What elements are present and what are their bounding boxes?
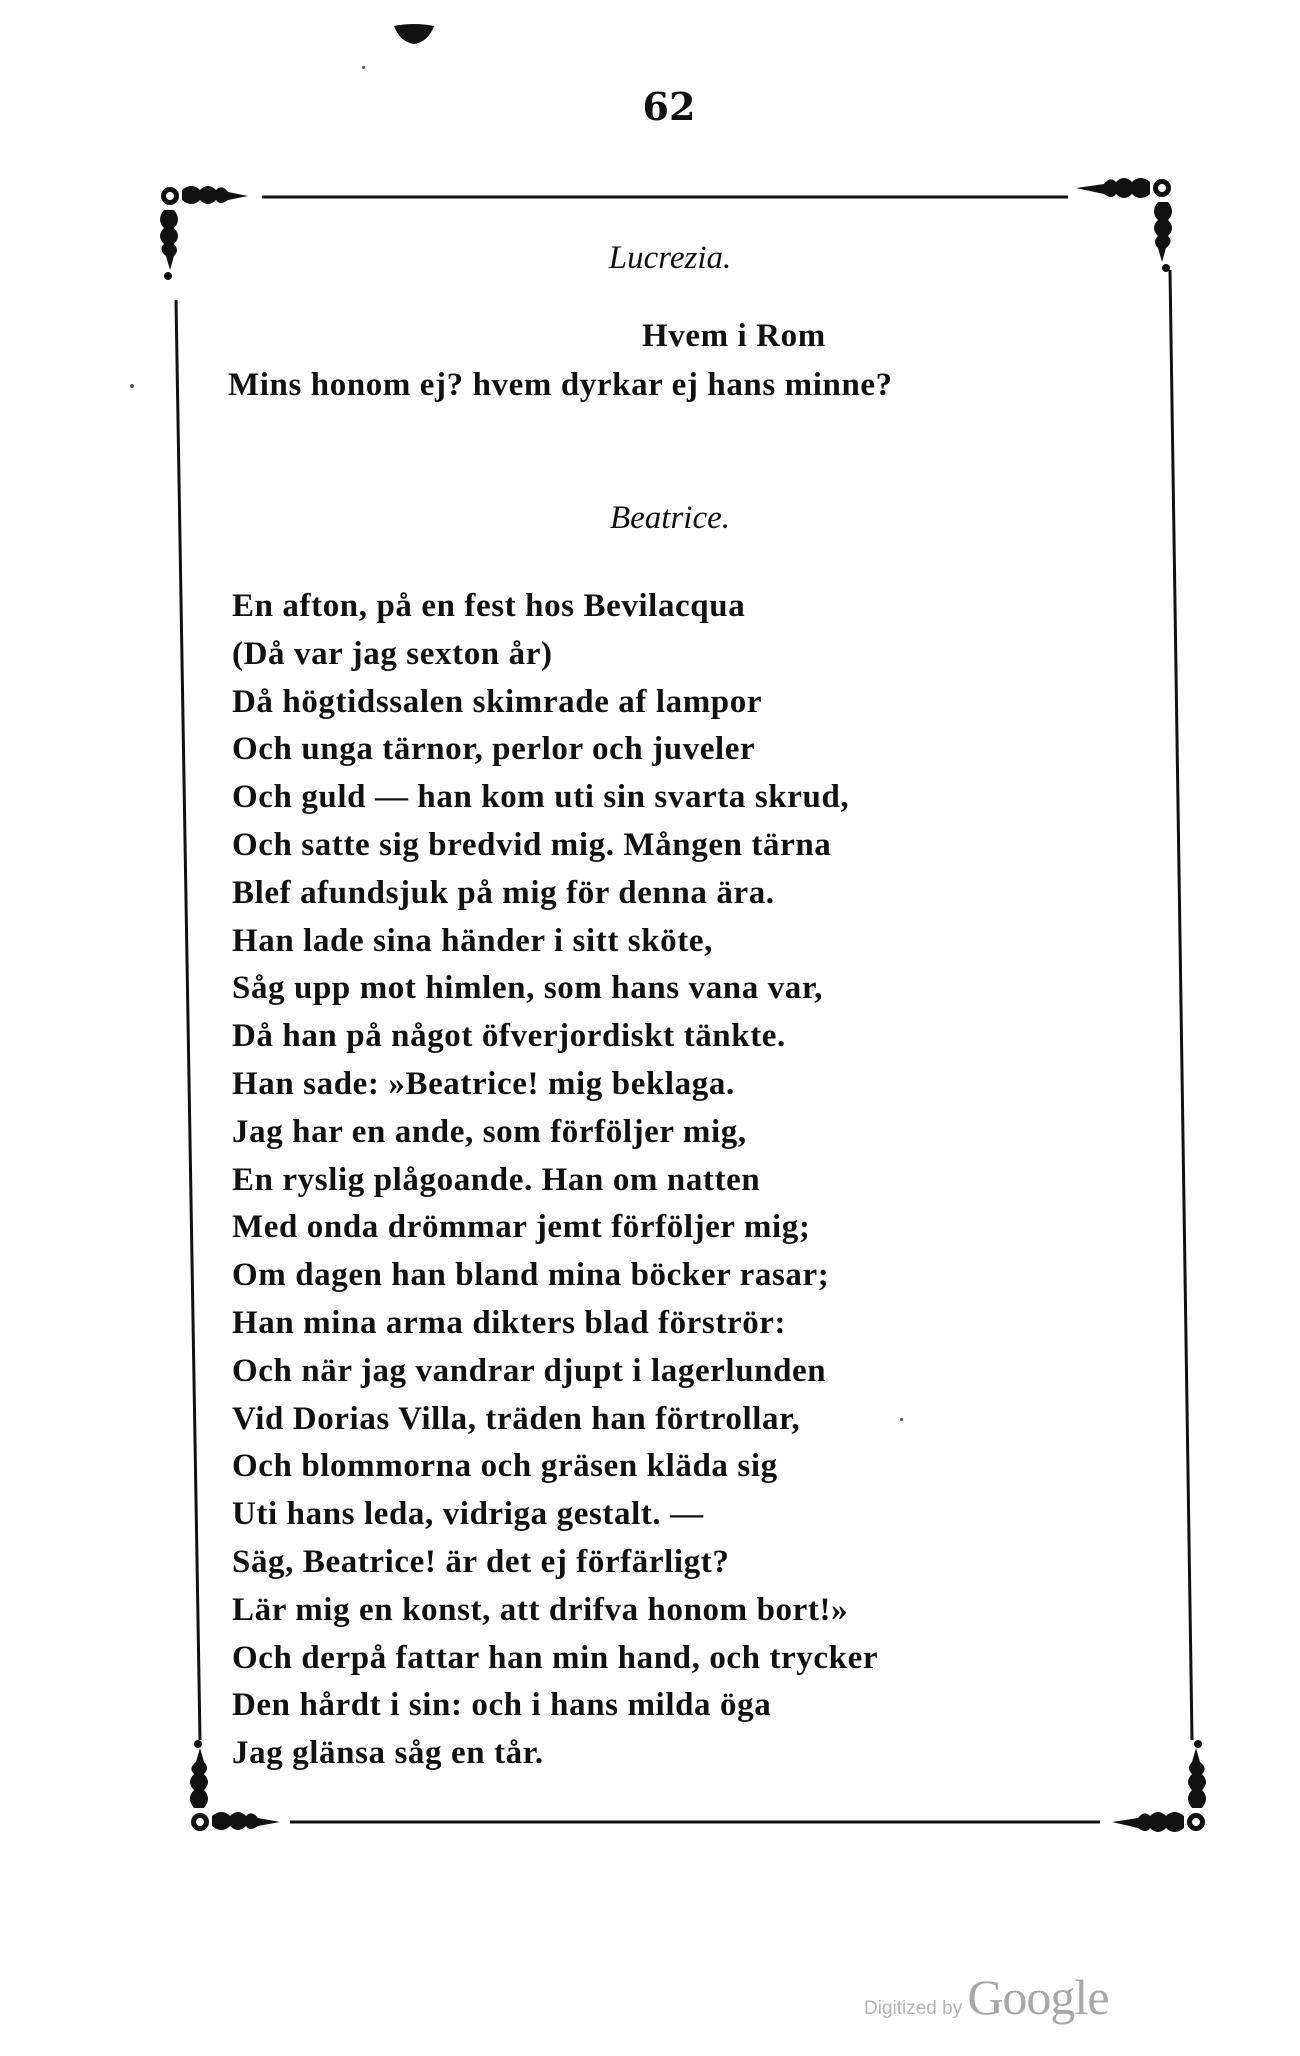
verse-line: Och guld — han kom uti sin svarta skrud, — [232, 779, 850, 816]
page-number: 62 — [642, 84, 696, 129]
verse-line: Han sade: »Beatrice! mig beklaga. — [232, 1065, 735, 1102]
corner-ornament-icon — [1112, 1740, 1206, 1832]
verse-line: Säg, Beatrice! är det ej förfärligt? — [232, 1543, 730, 1580]
speaker-name-lucrezia: Lucrezia. — [608, 240, 732, 276]
scan-speck — [900, 1418, 903, 1421]
verse-line: Blef afundsjuk på mig för denna ära. — [232, 874, 775, 911]
verse-line: Han lade sina händer i sitt sköte, — [232, 922, 713, 959]
verse-line: Och unga tärnor, perlor och juveler — [232, 731, 756, 768]
speaker-name-beatrice: Beatrice. — [609, 500, 731, 536]
digitized-watermark — [864, 1968, 1109, 2028]
watermark-prefix: Digitized by — [864, 1998, 963, 2019]
verse-line: En ryslig plågoande. Han om natten — [232, 1161, 761, 1198]
verse-line: Jag har en ande, som förföljer mig, — [232, 1113, 747, 1150]
verse-line: En afton, på en fest hos Bevilacqua — [232, 588, 746, 624]
verse-line: Och när jag vandrar djupt i lagerlunden — [232, 1352, 827, 1389]
verse-line: Om dagen han bland mina böcker rasar; — [232, 1257, 830, 1294]
verse-line: Lär mig en konst, att drifva honom bort!» — [232, 1591, 849, 1628]
verse-line: (Då var jag sexton år) — [232, 635, 553, 672]
verse-line: Och blommorna och gräsen kläda sig — [232, 1448, 778, 1485]
beatrice-verse — [232, 583, 878, 1778]
verse-line: Då han på något öfverjordiskt tänkte. — [232, 1018, 786, 1055]
verse-line: Mins honom ej? hvem dyrkar ej hans minne? — [228, 367, 893, 403]
scan-speck — [130, 384, 134, 388]
verse-line: Då högtidssalen skimrade af lampor — [232, 683, 763, 720]
scan-speck — [362, 66, 365, 69]
verse-line: Han mina arma dikters blad förströr: — [232, 1304, 787, 1341]
watermark-brand: Google — [967, 1969, 1109, 2025]
verse-line: Och satte sig bredvid mig. Mången tärna — [232, 826, 832, 863]
verse-line: Med onda drömmar jemt förföljer mig; — [232, 1209, 811, 1246]
verse-line: Såg upp mot himlen, som hans vana var, — [232, 970, 823, 1007]
verse-line: Vid Dorias Villa, träden han förtrollar, — [232, 1400, 801, 1437]
verse-line: Jag glänsa såg en tår. — [232, 1735, 544, 1772]
verse-line: Hvem i Rom — [642, 318, 826, 354]
verse-line: Och derpå fattar han min hand, och trycker — [232, 1639, 879, 1676]
verse-line: Uti hans leda, vidriga gestalt. — — [232, 1496, 704, 1533]
verse-line: Den hårdt i sin: och i hans milda öga — [232, 1687, 772, 1724]
